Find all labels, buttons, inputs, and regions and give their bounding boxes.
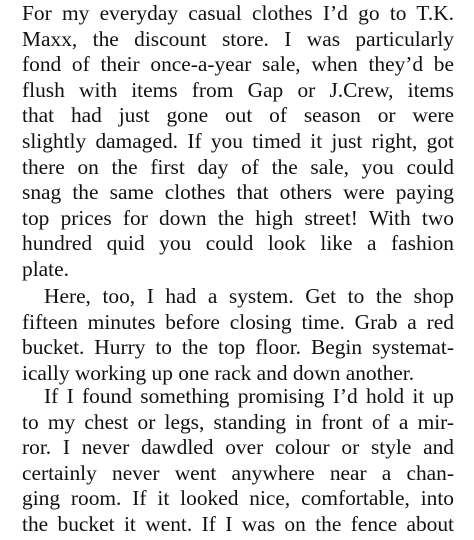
- text-line: there on the first day of the sale, you could: [22, 154, 454, 179]
- text-line: ror. I never dawdled over colour or style and: [22, 435, 454, 460]
- text-line: that had just gone out of season or were: [22, 103, 454, 128]
- text-line: Here, too, I had a system. Get to the shop: [44, 284, 454, 308]
- text-line: certainly never went anywhere near a chan-: [22, 460, 454, 485]
- text-line: ging room. If it looked nice, comfortable, into: [22, 486, 454, 511]
- paragraph-3: [22, 384, 454, 538]
- text-line: Maxx, the discount store. I was particularly: [22, 26, 454, 51]
- text-line: flush with items from Gap or J.Crew, items: [22, 77, 454, 102]
- text-line: to my chest or legs, standing in front of a mir-: [22, 409, 454, 434]
- text-line: top prices for down the high street! With two: [22, 205, 454, 230]
- text-line: hundred quid you could look like a fashion: [22, 231, 454, 256]
- text-line: For my everyday casual clothes I’d go to T.K.: [22, 1, 454, 25]
- paragraph-1: [22, 1, 454, 283]
- text-line: fifteen minutes before closing time. Grab a red: [22, 309, 454, 334]
- text-line: plate.: [22, 256, 69, 281]
- text-line: bucket. Hurry to the top floor. Begin systemat-: [22, 335, 454, 360]
- text-line: the bucket it went. If I was on the fence about: [22, 511, 454, 536]
- text-line: slightly damaged. If you timed it just right, got: [22, 128, 454, 153]
- text-line: ically working up one rack and down another.: [22, 360, 415, 385]
- text-line: fond of their once-a-year sale, when they’d be: [22, 52, 454, 77]
- paragraph-2: [22, 284, 454, 386]
- text-line: snag the same clothes that others were paying: [22, 180, 454, 205]
- text-line: If I found something promising I’d hold it up: [44, 384, 454, 408]
